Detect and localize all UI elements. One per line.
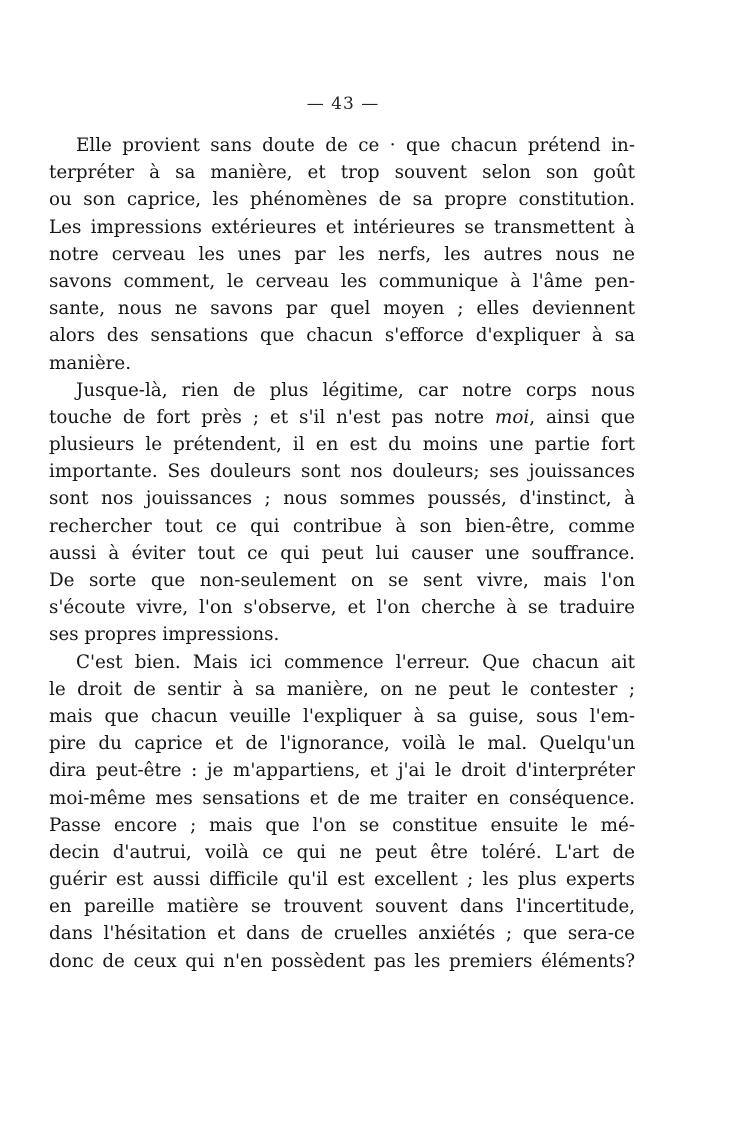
body-text [49,132,635,975]
text-line: mais que chacun veuille l'expliquer à sa guise, sous l'em- [49,705,635,727]
text-line: pire du caprice et de l'ignorance, voilà le mal. Quelqu'un [49,733,635,755]
text-line: Elle provient sans doute de ce · que chacun prétend in- [76,135,635,156]
text-line: aussi à éviter tout ce qui peut lui causer une souffrance. [49,542,635,564]
text-line: le droit de sentir à sa manière, on ne peut le contester ; [49,678,635,700]
text-line: Jusque-là, rien de plus légitime, car notre corps nous [76,379,635,401]
text-line: ses propres impressions. [49,624,280,646]
text-line: savons comment, le cerveau les communique à l'âme pen- [49,270,635,292]
text-line: s'écoute vivre, l'on s'observe, et l'on cherche à se traduire [49,597,635,619]
text-line: importante. Ses douleurs sont nos douleurs; ses jouissances [49,461,635,483]
text-line: rechercher tout ce qui contribue à son bien-être, comme [49,515,635,537]
text-line: ou son caprice, les phénomènes de sa propre constitution. [49,189,635,211]
text-line: moi-même mes sensations et de me traiter en conséquence. [49,787,635,809]
text-line: De sorte que non-seulement on se sent vivre, mais l'on [49,570,635,591]
text-line: donc de ceux qui n'en possèdent pas les premiers éléments? [49,950,635,972]
text-line: decin d'autrui, voilà ce qui ne peut être toléré. L'art de [49,841,635,863]
text-line: notre cerveau les unes par les nerfs, les autres nous ne [49,243,635,265]
text-line: Les impressions extérieures et intérieures se transmettent à [49,216,635,238]
text-line-with-italic [49,404,635,431]
italic-word: moi [495,406,530,428]
paragraph-2 [49,377,635,649]
text-line: Passe encore ; mais que l'on se constitue ensuite le mé- [49,814,635,836]
text-line: alors des sensations que chacun s'efforce d'expliquer à sa [49,325,635,347]
text-line: sante, nous ne savons par quel moyen ; elles deviennent [49,298,635,320]
text-line: C'est bien. Mais ici commence l'erreur. Que chacun ait [76,651,635,673]
text-segment: , ainsi que [529,406,636,428]
text-line: terpréter à sa manière, et trop souvent selon son goût [49,162,635,184]
paragraph-1 [49,132,635,377]
text-line: plusieurs le prétendent, il en est du moins une partie fort [49,434,635,456]
text-line: sont nos jouissances ; nous sommes poussés, d'instinct, à [49,488,635,510]
paragraph-3 [49,649,635,975]
page-number: — 43 — [306,94,380,114]
text-line: dira peut-être : je m'appartiens, et j'ai le droit d'interpréter [49,760,635,782]
text-line: manière. [49,352,132,374]
text-line: en pareille matière se trouvent souvent dans l'incertitude, [49,896,635,918]
text-line: guérir est aussi difficile qu'il est excellent ; les plus experts [49,869,635,891]
text-segment: touche de fort près ; et s'il n'est pas notre [49,406,485,428]
text-line: dans l'hésitation et dans de cruelles anxiétés ; que sera-ce [49,923,635,945]
